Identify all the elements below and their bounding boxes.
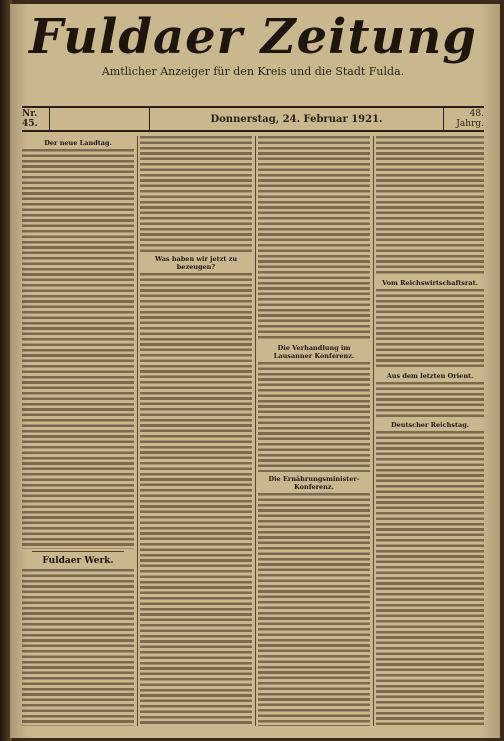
article-body: [376, 136, 484, 276]
column-4: [376, 136, 484, 726]
column-rule: [255, 136, 256, 726]
article-body: [376, 289, 484, 369]
newspaper-subtitle: Amtlicher Anzeiger für den Kreis und die Stadt Fulda.: [101, 65, 405, 78]
issue-date: Donnerstag, 24. Februar 1921.: [150, 108, 444, 130]
column-rule: [373, 136, 374, 726]
column-rule: [137, 136, 138, 726]
column-2: [140, 136, 252, 726]
article-body: [258, 136, 370, 341]
newspaper-title: Fuldaer Zeitung: [29, 9, 477, 65]
article-headline: Die Ernährungsminister-Konferenz.: [268, 475, 360, 491]
article-headline: Deutscher Reichstag.: [390, 421, 470, 429]
article-body: [258, 493, 370, 726]
issue-number: Nr. 45.: [22, 108, 50, 130]
article-body: [140, 136, 252, 252]
article-headline: Die Verhandlung im Lausanner Konferenz.: [273, 344, 355, 360]
article-separator: [32, 551, 124, 552]
article-body: [258, 362, 370, 472]
article-headline: Was haben wir jetzt zu bezeugen?: [154, 255, 238, 271]
article-body: [22, 569, 134, 726]
article-headline: Aus dem letzten Orient.: [386, 372, 474, 380]
issue-info-bar: [22, 106, 484, 132]
article-headline: Der neue Landtag.: [44, 139, 112, 147]
column-3: [258, 136, 370, 726]
article-body: [140, 273, 252, 726]
article-headline: Fuldaer Werk.: [42, 556, 114, 566]
masthead: [22, 8, 484, 78]
article-body: [376, 382, 484, 418]
article-body: [376, 431, 484, 726]
publisher-info: [50, 108, 150, 130]
article-body: [22, 149, 134, 549]
column-1: [22, 136, 134, 726]
issue-year: 48. Jahrg.: [456, 109, 484, 129]
article-headline: Vom Reichswirtschaftsrat.: [382, 279, 478, 287]
